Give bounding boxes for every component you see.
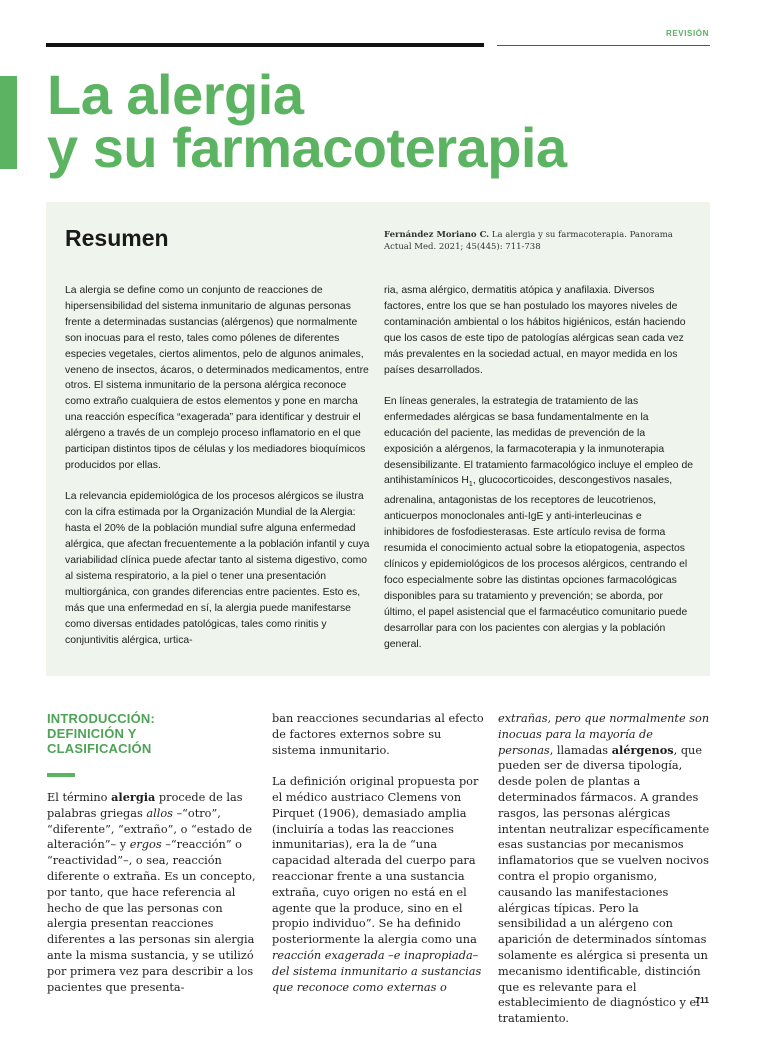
body-paragraph: ban reacciones secundarias al efecto de factores externos sobre su sistema inmunitario.: [272, 712, 484, 757]
subscript: 1: [468, 481, 473, 489]
body-paragraph: La definición original propuesta por el médico austriaco Clemens von Pirquet (1906), demasiado amplia (incluiría a todas las reacciones inmunitarias), era la de “una capacidad alterada del cuerpo para reaccionar frente a una sustancia extraña, cuyo origen no está en el agente que la produce, sino en el propio individuo”. Se ha definido posteriormente la alergia como una reacción exagerada –e inapropiada– del sistema inmunitario a sustancias que reconoce como externas o: [272, 775, 482, 994]
abstract-heading: Resumen: [65, 225, 169, 251]
abstract-column-right: [384, 283, 694, 668]
body-column-2: [272, 711, 484, 1011]
citation-text: La alergia y su farmacoterapia. Panorama Actual Med. 2021; 45(445): 711-738: [384, 230, 673, 252]
section-label: REVISIÓN: [665, 29, 709, 38]
side-color-tab: [0, 76, 17, 169]
article-title: [47, 63, 567, 179]
abstract-column-left: [65, 283, 370, 664]
title-line-2: y su farmacoterapia: [47, 116, 567, 179]
abstract-paragraph: La alergia se define como un conjunto de reacciones de hipersensibilidad del sistema inmunitario de algunas personas frente a determinadas sustancias (alérgenos) que normalmente son inocuas para el resto, tales como pólenes de diferentes especies vegetales, ciertos alimentos, pelo de algunos animales, veneno de insectos, ácaros, o determinados medicamentos, entre otros. El sistema inmunitario de la persona alérgica reconoce como extraño cualquiera de estos elementos y pone en marcha una reacción específica “exagerada” para identificar y destruir el alérgeno a través de un complejo proceso inflamatorio en el que participan distintos tipos de células y los mediadores bioquímicos producidos por ellas.: [65, 285, 369, 471]
body-column-3: [498, 711, 710, 1043]
citation: [384, 229, 694, 253]
abstract-paragraph: En líneas generales, la estrategia de tratamiento de las enfermedades alérgicas se basa fundamentalmente en la educación del paciente, las medidas de prevención de la exposición a alérgenos, la farmacoterapia y la inmunoterapia desensibilizante. El tratamiento farmacológico incluye el empleo de antihistamínicos $H_1$, glucocorticoides, descongestivos nasales, adrenalina, antagonistas de los receptores de leucotrienos, anticuerpos monoclonales anti-IgE y anti-interleucinas e inhibidores de fosfodiesterasas. Este artículo revisa de forma resumida el conocimiento actual sobre la etiopatogenia, aspectos clínicos y epidemiológicos de los procesos alérgicos, centrando el foco especialmente sobre las distintas opciones farmacológicas disponibles para su tratamiento y prevención; se aborda, por último, el papel asistencial que el farmacéutico comunitario puede desarrollar para con los pacientes con alergias y la población general.: [384, 395, 693, 650]
body-paragraph: extrañas, pero que normalmente son inocuas para la mayoría de personas, llamadas alérgenos, que pueden ser de diversa tipología, desde polen de plantas a determinados fármacos. A grandes rasgos, las personas alérgicas intentan neutralizar específicamente esas sustancias por mecanismos inflamatorios que se vuelven nocivos contra el propio organismo, causando las manifestaciones alérgicas típicas. Pero la sensibilidad a un alérgeno con aparición de determinados síntomas solamente es alérgica si presenta un mecanismo identificable, distinción que es relevante para el establecimiento de diagnóstico y el tratamiento.: [498, 712, 710, 1026]
keyword: alérgenos: [611, 742, 674, 757]
title-line-1: La alergia: [47, 63, 304, 126]
header-rule-thin: [497, 45, 710, 46]
section-heading: INTRODUCCIÓN: DEFINICIÓN Y CLASIFICACIÓN: [47, 711, 156, 756]
body-paragraph: El término alergia procede de las palabras griegas allos –“otro”, “diferente”, “extraño”, o “estado de alteración”– y ergos –“reacción” o “reactividad”–, o sea, reacción diferente o extraña. Es un concepto, por tanto, que hace referencia al hecho de que las personas con alergia presentan reacciones diferentes a las personas sin alergia ante la misma sustancia, y se utilizó por primera vez para describir a los pacientes que presenta-: [47, 790, 256, 994]
keyword: alergia: [111, 790, 156, 804]
abstract-paragraph: La relevancia epidemiológica de los procesos alérgicos se ilustra con la cifra estimada por la Organización Mundial de la Alergia: hasta el 20% de la población mundial sufre alguna enfermedad alérgica, que afectan frecuentemente a la población infantil y cuya variabilidad clínica puede afectar tanto al sistema digestivo, como al sistema respiratorio, a la piel o tener una presentación multiorgánica, con grandes diferencias entre pacientes. Esto es, más que una enfermedad en sí, la alergia puede manifestarse como diversas entidades patológicas, tales como rinitis y conjuntivitis alérgica, urtica-: [65, 491, 370, 646]
body-column-1: [47, 790, 257, 1011]
section-heading-bar: [47, 773, 75, 777]
abstract-paragraph: ria, asma alérgico, dermatitis atópica y anafilaxia. Diversos factores, entre los que se han postulado los mayores niveles de contaminación ambiental o los hábitos higiénicos, están haciendo que los casos de este tipo de patologías alérgicas sean cada vez más prevalentes en la sociedad actual, en mayor medida en los países desarrollados.: [384, 285, 686, 376]
page-number: 711: [695, 995, 709, 1005]
header-rule-thick: [46, 43, 484, 47]
citation-author: Fernández Moriano C.: [384, 230, 490, 240]
